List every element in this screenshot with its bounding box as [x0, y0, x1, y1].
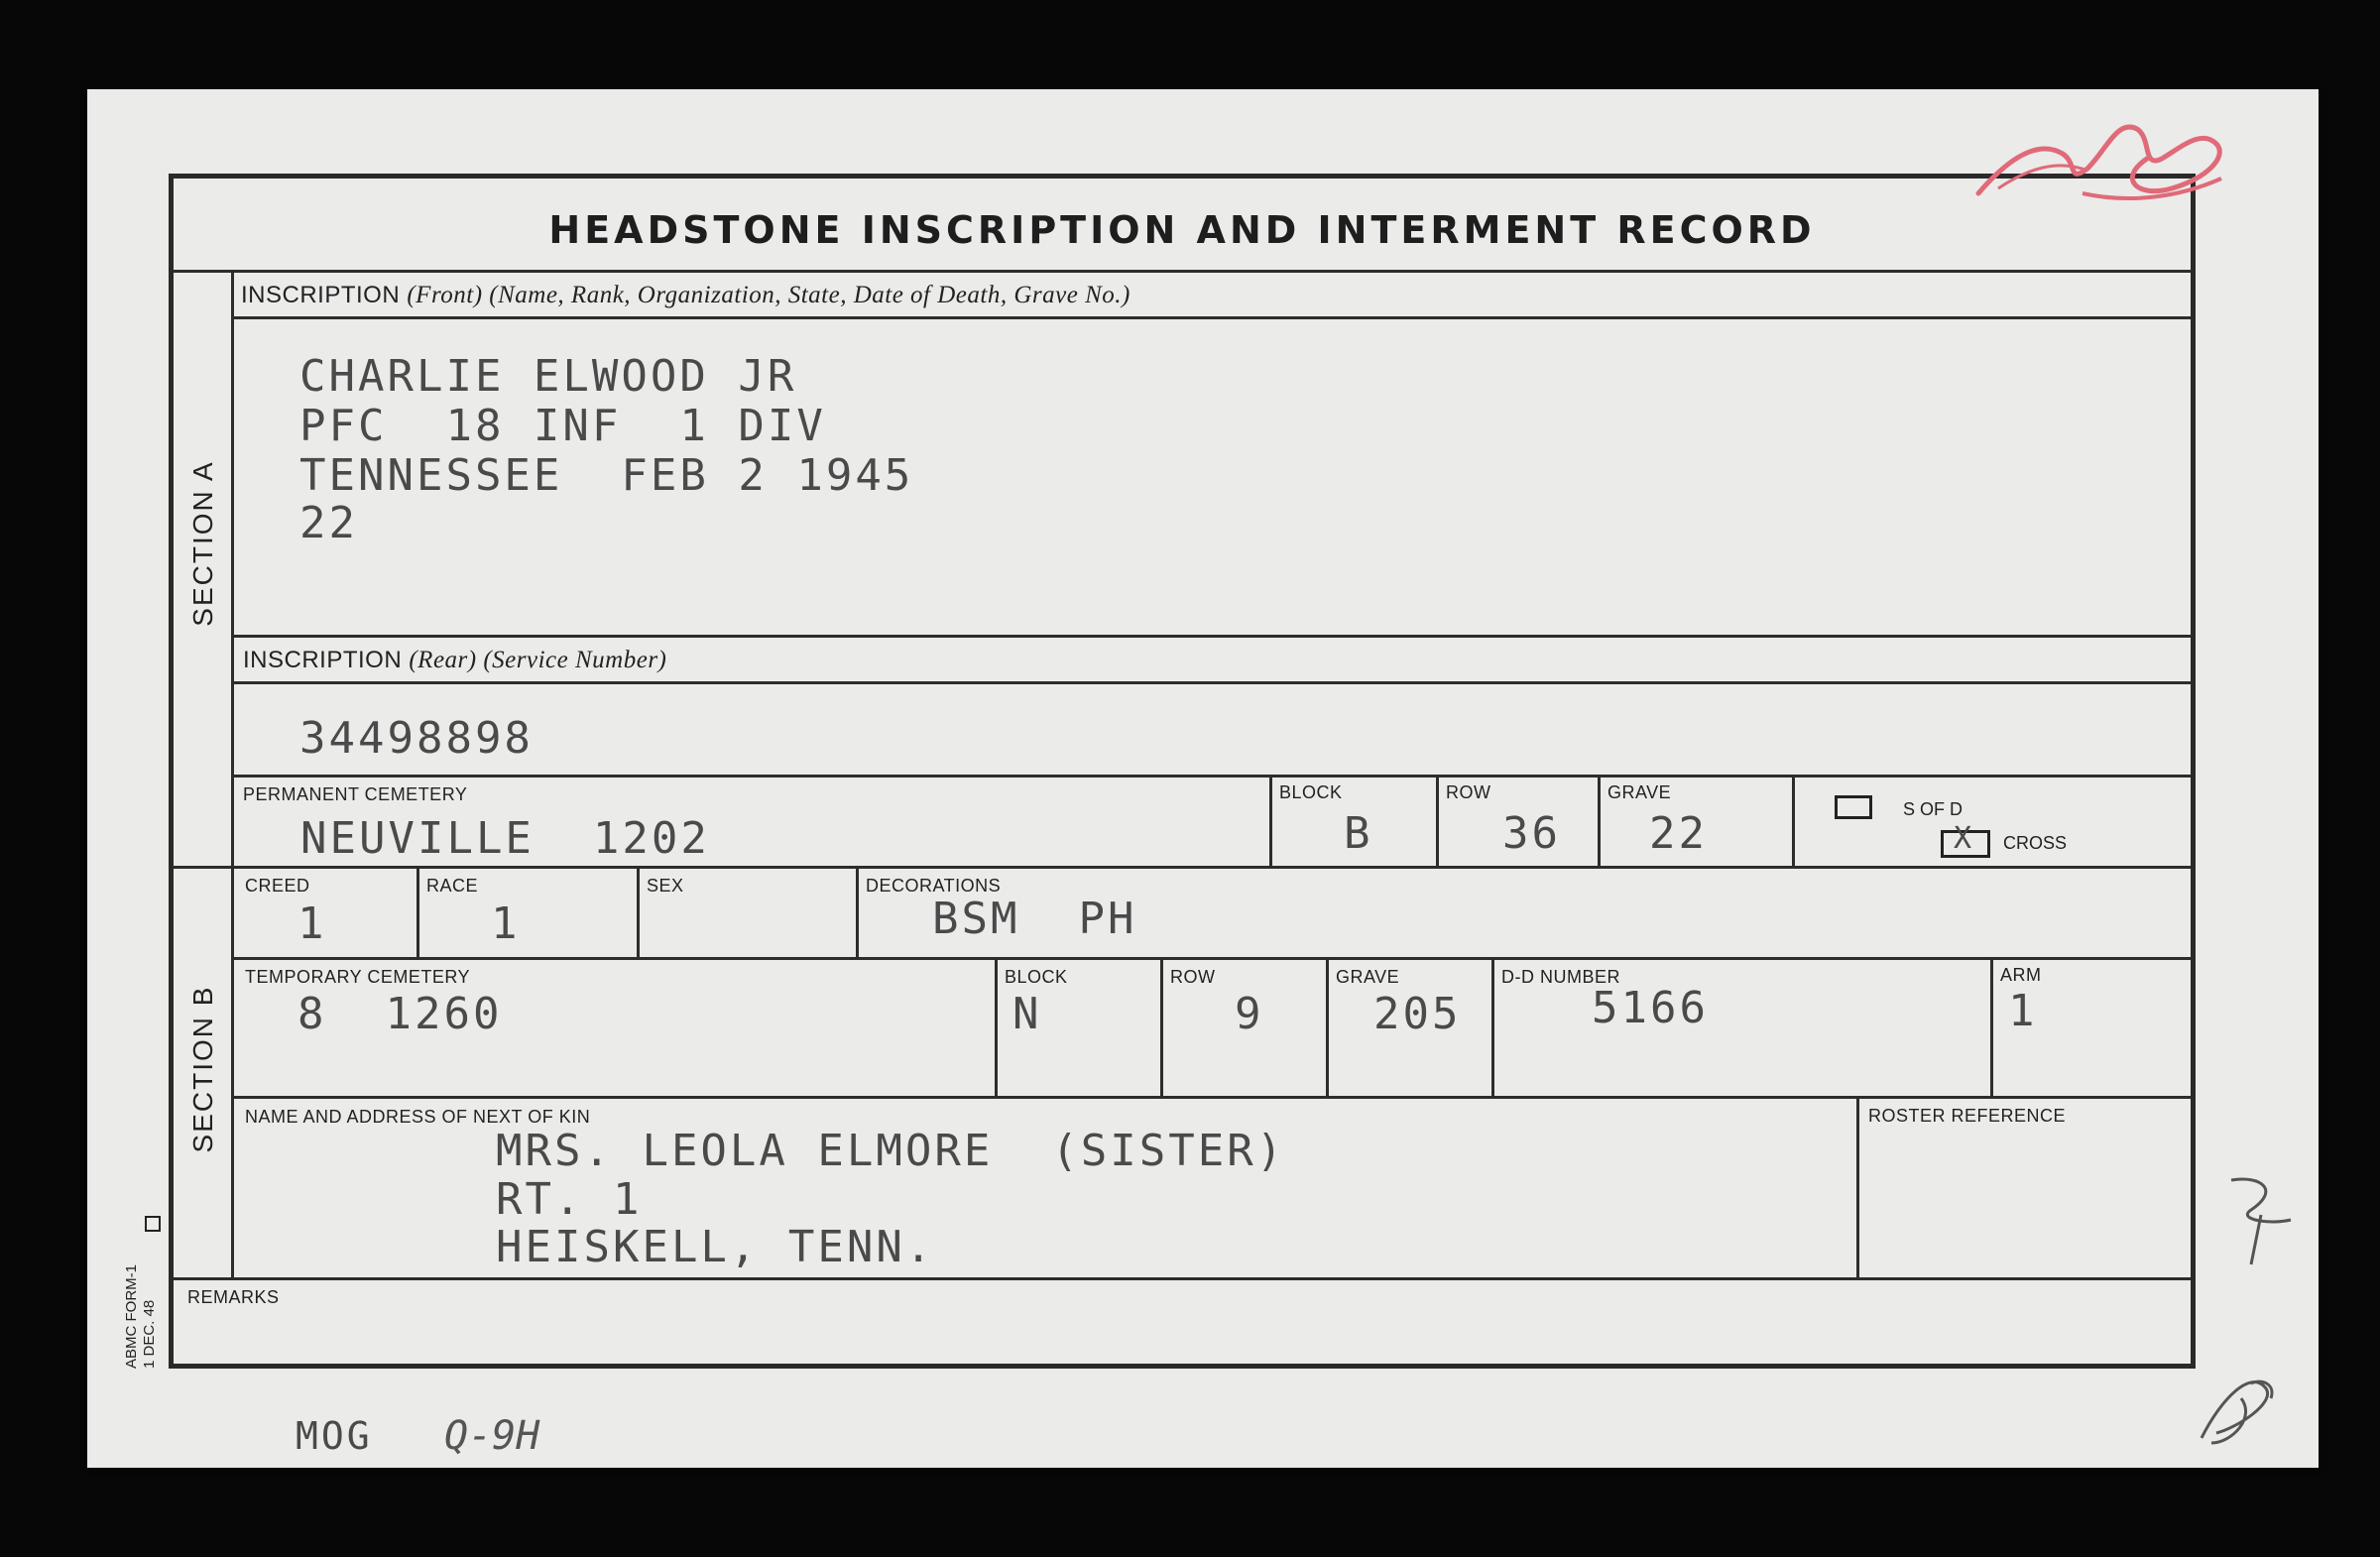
divider [231, 1096, 2191, 1099]
remarks-label: REMARKS [187, 1287, 280, 1307]
inscription-rear-label: INSCRIPTION (Rear) (Service Number) [243, 647, 667, 673]
service-number: 34498898 [299, 713, 534, 764]
section-b-label: SECTION B [187, 985, 218, 1153]
temporary-cemetery-value: 8 1260 [298, 989, 503, 1039]
divider [1491, 957, 1494, 1096]
temporary-cemetery-label: TEMPORARY CEMETERY [245, 967, 471, 987]
divider [1856, 1096, 1859, 1277]
divider [995, 957, 998, 1096]
race-label: RACE [426, 876, 479, 896]
divider [1792, 775, 1795, 866]
perm-block-value: B [1344, 808, 1373, 859]
divider [637, 866, 640, 957]
divider [231, 681, 2191, 684]
section-a-label: SECTION A [187, 460, 218, 627]
divider [856, 866, 859, 957]
divider [1326, 957, 1329, 1096]
roster-reference-label: ROSTER REFERENCE [1868, 1106, 2067, 1126]
next-of-kin-line-3: HEISKELL, TENN. [496, 1222, 935, 1272]
inscription-front-label: INSCRIPTION (Front) (Name, Rank, Organization, State, Date of Death, Grave No.) [241, 282, 1130, 308]
decorations-value: BSM PH [932, 894, 1137, 944]
permanent-cemetery-label: PERMANENT CEMETERY [243, 784, 468, 804]
dd-number-label: D-D NUMBER [1501, 967, 1620, 987]
temp-grave-label: GRAVE [1336, 967, 1400, 987]
temp-row-value: 9 [1235, 989, 1264, 1039]
pencil-initial-mark [2221, 1170, 2311, 1269]
decorations-label: DECORATIONS [866, 876, 1002, 896]
perm-grave-value: 22 [1649, 808, 1708, 859]
form-title: HEADSTONE INSCRIPTION AND INTERMENT RECORD [548, 208, 1816, 252]
divider [231, 775, 2191, 778]
pencil-signature-mark [2182, 1359, 2291, 1458]
divider [231, 957, 2191, 960]
creed-label: CREED [245, 876, 310, 896]
divider [1990, 957, 1993, 1096]
race-value: 1 [491, 898, 521, 949]
mog-code: MOG [296, 1414, 373, 1458]
next-of-kin-line-1: MRS. LEOLA ELMORE (SISTER) [496, 1126, 1286, 1176]
divider [1598, 775, 1601, 866]
cross-checkbox[interactable] [1941, 821, 1990, 858]
divider [231, 316, 2191, 319]
perm-row-label: ROW [1446, 782, 1491, 802]
arm-value: 1 [2008, 986, 2038, 1036]
section-divider [231, 270, 234, 1277]
divider [1436, 775, 1439, 866]
divider [1269, 775, 1272, 866]
next-of-kin-label: NAME AND ADDRESS OF NEXT OF KIN [245, 1107, 591, 1127]
divider [174, 866, 2191, 869]
divider [416, 866, 419, 957]
front-line-1: CHARLIE ELWOOD JR [299, 351, 797, 402]
temp-block-label: BLOCK [1005, 967, 1068, 987]
creed-value: 1 [298, 898, 327, 949]
divider [174, 270, 2191, 273]
perm-grave-label: GRAVE [1607, 782, 1672, 802]
s-of-d-label: S OF D [1903, 799, 1964, 819]
divider [231, 635, 2191, 638]
form-number-box [145, 1216, 161, 1232]
handwritten-note: Q-9H [444, 1413, 540, 1459]
s-of-d-checkbox[interactable] [1835, 795, 1872, 819]
divider [1160, 957, 1163, 1096]
divider [174, 1277, 2191, 1280]
temp-block-value: N [1012, 989, 1042, 1039]
permanent-cemetery-value: NEUVILLE 1202 [300, 813, 710, 864]
front-line-4: 22 [299, 498, 358, 548]
dd-number-value: 5166 [1592, 983, 1709, 1033]
temp-grave-value: 205 [1373, 989, 1462, 1039]
front-line-3: TENNESSEE FEB 2 1945 [299, 450, 914, 501]
cross-label: CROSS [2003, 833, 2068, 853]
arm-label: ARM [2000, 965, 2042, 985]
perm-row-value: 36 [1502, 808, 1561, 859]
form-number: ABMC FORM-1 1 DEC. 48 [123, 1264, 158, 1369]
front-line-2: PFC 18 INF 1 DIV [299, 401, 826, 451]
headstone-form [169, 174, 2196, 1369]
cross-mark: X [1954, 821, 1975, 856]
red-ink-mark [1968, 99, 2246, 208]
next-of-kin-line-2: RT. 1 [496, 1174, 643, 1225]
perm-block-label: BLOCK [1279, 782, 1343, 802]
temp-row-label: ROW [1170, 967, 1216, 987]
sex-label: SEX [647, 876, 684, 896]
